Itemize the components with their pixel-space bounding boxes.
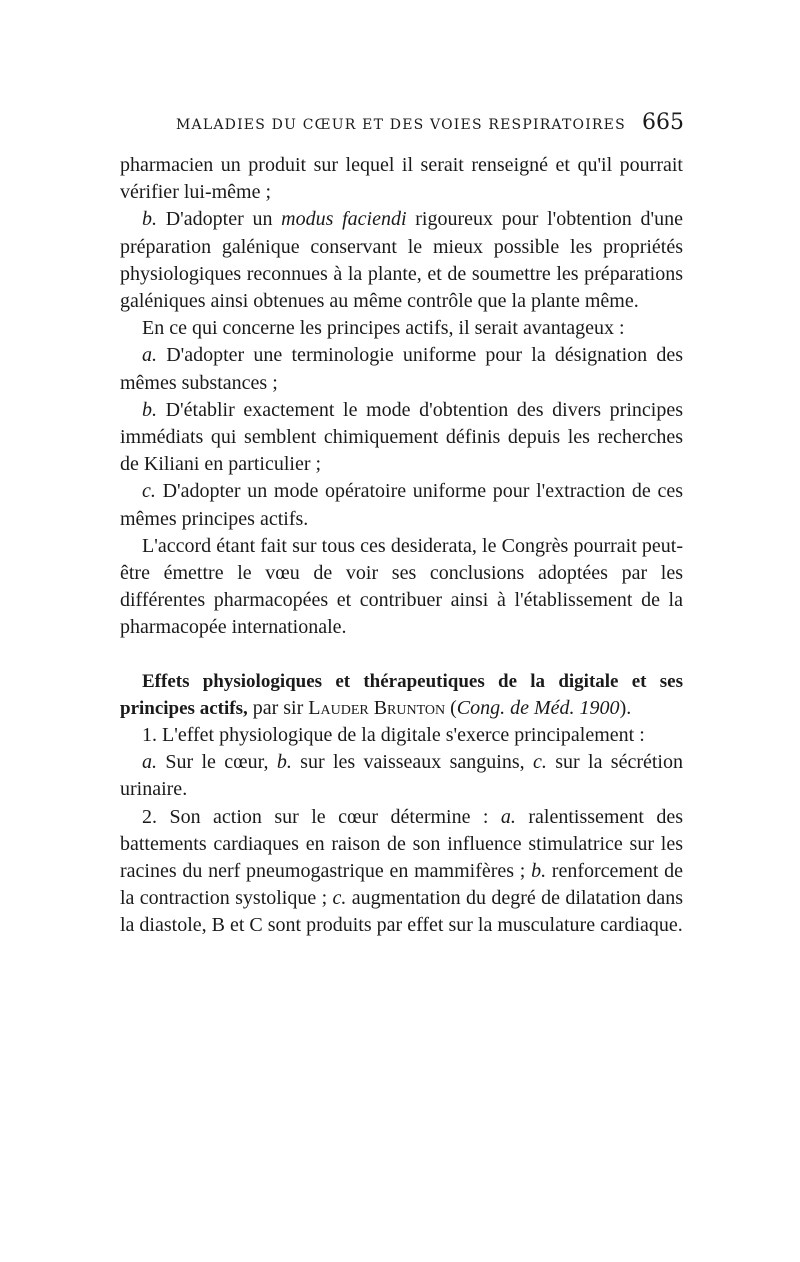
page-number: 665 [642,110,684,135]
citation-close: ). [619,696,632,719]
paragraph-effect-1: 1. L'effet physiologique de la digitale s'exerce principalement : [142,724,645,747]
item-label: a. [142,751,157,774]
paragraph-text: D'établir exactement le mode d'obtention des divers principes immédiats qui semblent chimiquement définis depuis les recherches de Kiliani en particulier ; [120,398,683,476]
paragraph-a-terminology [120,342,683,396]
paragraph-text: D'adopter un mode opératoire uniforme pour l'extraction de ces mêmes principes actifs. [120,480,683,530]
paragraph-text: D'adopter une terminologie uniforme pour la désignation des mêmes substances ; [120,344,683,394]
paragraph-effect-targets [120,749,683,803]
paragraph-text: 2. Son action sur le cœur détermine : [142,805,501,828]
paragraph-active-principles: En ce qui concerne les principes actifs, il serait avantageux : [142,317,625,340]
paragraph-continuation: pharmacien un produit sur lequel il serait renseigné et qu'il pourrait vérifier lui-même ; [120,154,683,204]
item-label: c. [532,751,547,774]
paragraph-b-galenic [120,206,683,315]
section-title: Effets physiologiques et thérapeutiques de la digitale et ses principes actifs, [120,670,683,719]
paragraph-text: rigoureux pour l'obtention d'une préparation galénique conservant le mieux possible les propriétés physiologiques reconnues à la plante, et de soumettre les préparations galéniques ainsi obtenues au même contrôle que la plante même. [120,208,683,313]
item-label: b. [531,860,547,883]
section-citation: Cong. de Méd. 1900 [456,696,620,719]
paragraph-text: augmentation du degré de dilatation dans la diastole, B et C sont produits par effet sur la musculature cardiaque. [120,887,683,937]
item-label: c. [142,480,156,503]
paragraph-effect-2 [120,804,683,940]
paragraph-text: renforcement de la contraction systolique ; [120,860,683,910]
paragraph-text: Sur le cœur, [157,751,277,774]
latin-term: modus faciendi [281,208,407,231]
paragraph-text: ralentissement des battements cardiaques en raison de son influence stimulatrice sur les racines du nerf pneumogastrique en mammifères ; [120,805,683,883]
item-label: c. [332,887,347,910]
paragraph-text: sur les vaisseaux sanguins, [291,751,533,774]
section-heading [120,668,683,722]
item-label: a. [142,344,157,367]
item-label: b. [142,208,157,231]
paragraph-text: D'adopter un [157,208,282,231]
paragraph-b-obtention [120,397,683,479]
running-header [176,110,684,135]
section-by: par sir [247,696,309,719]
item-label: b. [142,398,157,421]
citation-open: ( [445,696,457,719]
section-author: Lauder Brunton [308,696,446,719]
paragraph-text: sur la sécrétion urinaire. [120,751,683,801]
item-label: a. [500,805,516,828]
paragraph-c-extraction [120,478,683,532]
page-body [120,152,683,940]
running-title: MALADIES DU CŒUR ET DES VOIES RESPIRATOIRES [176,117,626,133]
item-label: b. [276,751,292,774]
paragraph-accord: L'accord étant fait sur tous ces desiderata, le Congrès pourrait peut-être émettre le vœu de voir ses conclusions adoptées par les différentes pharmacopées et contribuer ainsi à l'établissement de la pharmacopée internationale. [120,534,683,639]
